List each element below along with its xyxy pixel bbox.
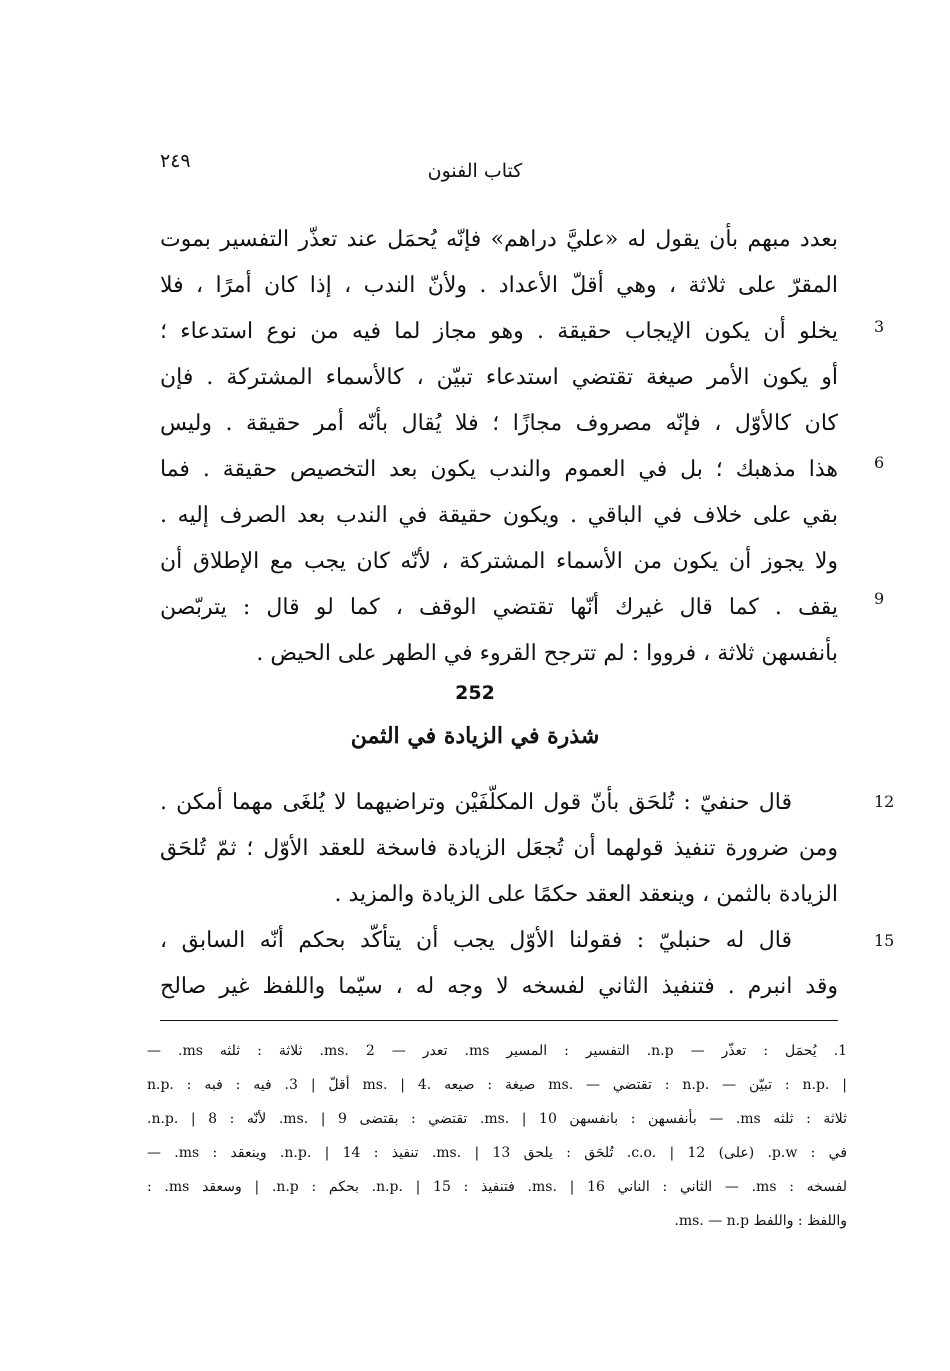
text-line: قال له حنبليّ : فقولنا الأوّل يجب أن يتأكّد بحكم أنّه السابق ، xyxy=(160,928,792,953)
text-line: قال حنفيّ : تُلحَق بأنّ قول المكلّفَيْن وتراضيهما لا يُلغَى مهما أمكن . xyxy=(160,790,792,815)
section-number: 252 xyxy=(455,682,495,704)
page-number: ٢٤٩ xyxy=(160,150,191,172)
line-number: 15 xyxy=(874,931,895,950)
text-line: أو يكون الأمر صيغة تقتضي استدعاء تبيّن ، كالأسماء المشتركة . فإن xyxy=(160,365,838,390)
text-line: بأنفسهن ثلاثة ، فرووا : لم تترجح القروء في الطهر على الحيض . xyxy=(256,641,838,666)
body-text-block xyxy=(160,780,838,1010)
text-line: ومن ضرورة تنفيذ قولهما أن تُجعَل الزيادة فاسخة للعقد الأوّل ؛ ثمّ تُلحَق xyxy=(160,836,838,861)
line-number: 3 xyxy=(874,317,885,336)
footnote-line: واللفظ : واللفط ms. — n.p. xyxy=(674,1213,847,1229)
footnote-line: في : p.w. (على) c.o. | 12. تُلحَق : يلحق ms. | 13. تنفيذ : n.p. | 14. وينعقد : ms. — xyxy=(147,1145,847,1161)
line-number: 9 xyxy=(874,589,885,608)
running-header: كتاب الفنون xyxy=(427,160,523,182)
text-line: كان كالأوّل ، فإنّه مصروف مجازًا ؛ فلا يُقال بأنّه أمر حقيقة . وليس xyxy=(160,411,838,436)
line-number: 12 xyxy=(874,792,895,811)
footnote-line: لفسخه : ms. — الثاني : الناني ms. | 16. فتنفيذ : n.p. | 15. بحكم : n.p. | وسعقد ms. : xyxy=(147,1179,847,1195)
footnote-line: ثلاثة : ثلثه ms. — بأنفسهن : بانفسهن ms. | 10. تقتضي : بقتضى ms. | 9. لأنّه : n.p. | 8. xyxy=(147,1111,847,1127)
text-line: بقي على خلاف في الباقي . ويكون حقيقة في الندب بعد الصرف إليه . xyxy=(160,503,838,528)
text-line: يقف . كما قال غيرك أنّها تقتضي الوقف ، كما لو قال : يتربّصن xyxy=(160,595,838,620)
line-number: 6 xyxy=(874,453,885,472)
section-title: شذرة في الزيادة في الثمن xyxy=(350,723,600,749)
text-line: وقد انبرم . فتنفيذ الثاني لفسخه لا وجه له ، سيّما واللفظ غير صالح xyxy=(160,974,838,999)
text-line: الزيادة بالثمن ، وينعقد العقد حكمًا على الزيادة والمزيد . xyxy=(334,882,838,907)
text-line: هذا مذهبك ؛ بل في العموم والندب يكون بعد التخصيص حقيقة . فما xyxy=(160,457,838,482)
footnotes xyxy=(147,1034,847,1238)
footnote-rule xyxy=(160,1020,838,1021)
footnote-line: n.p. : أقلّ | 3. فيه : فبه ms. | 4. صيغة : صيعه ms. — تقتضي : n.p. — تبيّن : n.p. | xyxy=(147,1077,847,1093)
footnote-line: 1. يُحمَل : تعذّر — n.p. التفسير : المسير ms. تعدر — ms. 2. ثلاثة : ثلثه ms. — xyxy=(147,1043,847,1059)
text-line: ولا يجوز أن يكون من الأسماء المشتركة ، لأنّه كان يجب مع الإطلاق أن xyxy=(160,549,838,574)
text-line: المقرّ على ثلاثة ، وهي أقلّ الأعداد . ولأنّ الندب ، إذا كان أمرًا ، فلا xyxy=(160,273,838,298)
body-text-block xyxy=(160,217,838,677)
text-line: بعدد مبهم بأن يقول له «عليَّ دراهم» فإنّه يُحمَل عند تعذّر التفسير بموت xyxy=(160,227,838,252)
text-line: يخلو أن يكون الإيجاب حقيقة . وهو مجاز لما فيه من نوع استدعاء ؛ xyxy=(160,319,838,344)
